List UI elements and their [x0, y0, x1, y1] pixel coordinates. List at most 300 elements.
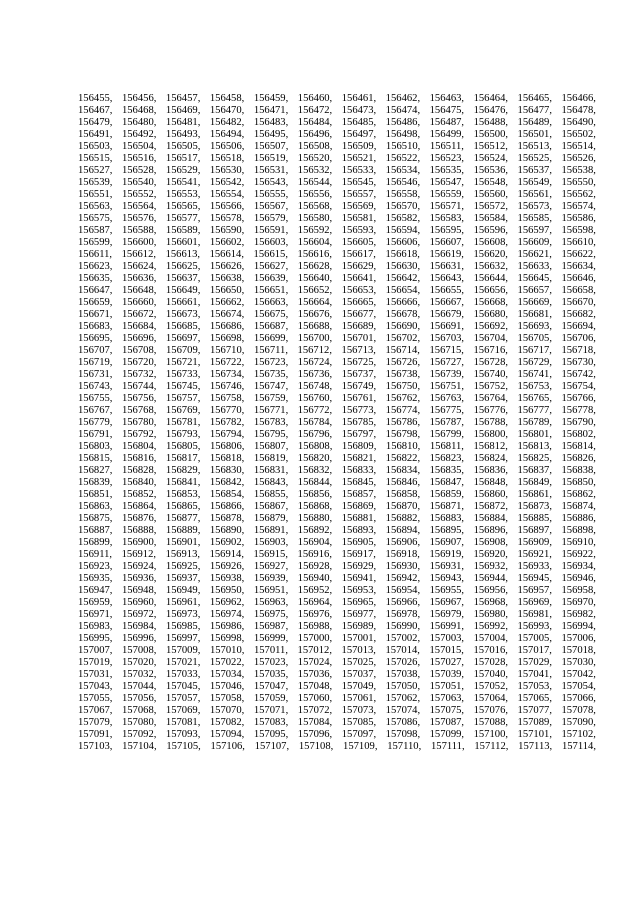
- number-entry: 156851,: [78, 489, 113, 500]
- number-entry: 156647,: [78, 285, 113, 296]
- number-entry: 156519,: [253, 153, 289, 164]
- number-entry: 156780,: [121, 417, 157, 428]
- number-entry: 156737,: [341, 369, 377, 380]
- number-entry: 156569,: [341, 201, 377, 212]
- number-entry: 156635,: [78, 273, 113, 284]
- number-entry: 157103,: [78, 741, 113, 752]
- number-entry: 156538,: [561, 165, 596, 176]
- number-line: [78, 309, 596, 321]
- number-entry: 156760,: [297, 393, 333, 404]
- number-entry: 156667,: [429, 297, 465, 308]
- number-entry: 156897,: [517, 525, 552, 536]
- number-entry: 156726,: [385, 357, 421, 368]
- number-entry: 156854,: [209, 489, 245, 500]
- number-entry: 156799,: [429, 429, 465, 440]
- number-entry: 156687,: [253, 321, 289, 332]
- number-entry: 156707,: [78, 345, 113, 356]
- number-entry: 157058,: [209, 693, 245, 704]
- number-entry: 157003,: [429, 633, 465, 644]
- number-line: [78, 705, 596, 717]
- number-entry: 156790,: [561, 417, 596, 428]
- number-line: [78, 405, 596, 417]
- number-entry: 156814,: [561, 441, 596, 452]
- number-entry: 157057,: [165, 693, 201, 704]
- number-entry: 156686,: [209, 321, 245, 332]
- number-entry: 156968,: [473, 597, 509, 608]
- number-entry: 156841,: [165, 477, 201, 488]
- number-entry: 156568,: [297, 201, 333, 212]
- number-entry: 156455,: [78, 93, 113, 104]
- number-entry: 156957,: [517, 585, 552, 596]
- number-entry: 156465,: [517, 93, 552, 104]
- number-entry: 156974,: [209, 609, 245, 620]
- number-entry: 156921,: [517, 549, 552, 560]
- number-line: [78, 213, 596, 225]
- number-entry: 156597,: [517, 225, 552, 236]
- number-entry: 156883,: [429, 513, 465, 524]
- number-entry: 156689,: [341, 321, 377, 332]
- number-entry: 156922,: [561, 549, 596, 560]
- number-entry: 156615,: [253, 249, 288, 260]
- number-entry: 156879,: [253, 513, 289, 524]
- number-entry: 157049,: [341, 681, 377, 692]
- number-entry: 156820,: [297, 453, 333, 464]
- number-entry: 156545,: [341, 177, 377, 188]
- number-entry: 156498,: [385, 129, 421, 140]
- number-entry: 156481,: [165, 117, 201, 128]
- number-entry: 156694,: [561, 321, 596, 332]
- number-entry: 156939,: [253, 573, 289, 584]
- number-entry: 156601,: [165, 237, 201, 248]
- number-line: [78, 129, 596, 141]
- number-entry: 156979,: [429, 609, 465, 620]
- number-entry: 156622,: [561, 249, 596, 260]
- number-entry: 156950,: [209, 585, 245, 596]
- number-entry: 157028,: [473, 657, 509, 668]
- number-entry: 156564,: [121, 201, 157, 212]
- number-entry: 156522,: [385, 153, 421, 164]
- number-entry: 156585,: [517, 213, 552, 224]
- number-entry: 156578,: [209, 213, 245, 224]
- number-entry: 156914,: [209, 549, 244, 560]
- number-entry: 156881,: [341, 513, 377, 524]
- number-entry: 157101,: [517, 729, 552, 740]
- number-entry: 156935,: [78, 573, 113, 584]
- number-entry: 156918,: [385, 549, 420, 560]
- number-entry: 157111,: [430, 741, 465, 752]
- number-entry: 156642,: [385, 273, 421, 284]
- number-entry: 156744,: [121, 381, 157, 392]
- number-entry: 157113,: [518, 741, 553, 752]
- number-entry: 156658,: [561, 285, 596, 296]
- number-entry: 156600,: [121, 237, 157, 248]
- number-entry: 156651,: [253, 285, 289, 296]
- number-entry: 156955,: [429, 585, 465, 596]
- number-entry: 157011,: [253, 645, 288, 656]
- number-entry: 156505,: [165, 141, 201, 152]
- number-entry: 156927,: [253, 561, 289, 572]
- number-entry: 156475,: [429, 105, 465, 116]
- number-entry: 157055,: [78, 693, 113, 704]
- number-line: [78, 729, 596, 741]
- number-entry: 156579,: [253, 213, 289, 224]
- number-entry: 156962,: [209, 597, 245, 608]
- number-entry: 156837,: [517, 465, 552, 476]
- number-entry: 156526,: [561, 153, 596, 164]
- number-entry: 156865,: [165, 501, 201, 512]
- number-entry: 157061,: [341, 693, 377, 704]
- number-entry: 156632,: [473, 261, 509, 272]
- number-entry: 156772,: [297, 405, 333, 416]
- number-entry: 156523,: [429, 153, 465, 164]
- number-entry: 156537,: [517, 165, 552, 176]
- number-line: [78, 537, 596, 549]
- number-line: [78, 693, 596, 705]
- number-entry: 156807,: [253, 441, 289, 452]
- number-entry: 156852,: [121, 489, 157, 500]
- number-entry: 156731,: [78, 369, 113, 380]
- number-entry: 156810,: [385, 441, 421, 452]
- number-entry: 156901,: [165, 537, 201, 548]
- number-entry: 156696,: [121, 333, 157, 344]
- number-entry: 157082,: [209, 717, 245, 728]
- number-entry: 156563,: [78, 201, 113, 212]
- number-entry: 156676,: [297, 309, 333, 320]
- number-entry: 156599,: [78, 237, 113, 248]
- number-entry: 156778,: [561, 405, 596, 416]
- number-entry: 156740,: [473, 369, 509, 380]
- number-entry: 156926,: [209, 561, 245, 572]
- number-entry: 156996,: [121, 633, 157, 644]
- number-entry: 156589,: [165, 225, 201, 236]
- number-entry: 156704,: [473, 333, 509, 344]
- number-entry: 156947,: [78, 585, 113, 596]
- number-entry: 157010,: [209, 645, 245, 656]
- number-entry: 157052,: [473, 681, 509, 692]
- number-entry: 156840,: [121, 477, 157, 488]
- number-entry: 156983,: [78, 621, 113, 632]
- number-entry: 156800,: [473, 429, 509, 440]
- number-entry: 156738,: [385, 369, 421, 380]
- number-entry: 156604,: [297, 237, 333, 248]
- number-entry: 156581,: [341, 213, 377, 224]
- number-entry: 156978,: [385, 609, 421, 620]
- number-entry: 156574,: [561, 201, 596, 212]
- number-entry: 157026,: [385, 657, 421, 668]
- number-entry: 156789,: [517, 417, 552, 428]
- number-entry: 156754,: [561, 381, 596, 392]
- number-entry: 157043,: [78, 681, 113, 692]
- number-entry: 156524,: [473, 153, 509, 164]
- number-entry: 156728,: [473, 357, 509, 368]
- number-entry: 157064,: [473, 693, 509, 704]
- number-entry: 156776,: [473, 405, 509, 416]
- number-entry: 156765,: [517, 393, 552, 404]
- number-entry: 156634,: [561, 261, 596, 272]
- number-entry: 156958,: [561, 585, 596, 596]
- number-entry: 156919,: [429, 549, 464, 560]
- number-entry: 156839,: [78, 477, 113, 488]
- number-entry: 156984,: [121, 621, 157, 632]
- number-entry: 157039,: [429, 669, 465, 680]
- number-entry: 157027,: [429, 657, 465, 668]
- number-entry: 156511,: [429, 141, 464, 152]
- number-entry: 156532,: [297, 165, 333, 176]
- number-entry: 156791,: [78, 429, 113, 440]
- number-entry: 156823,: [429, 453, 465, 464]
- number-entry: 156509,: [341, 141, 377, 152]
- number-line: [78, 489, 596, 501]
- number-entry: 156748,: [297, 381, 333, 392]
- number-entry: 156625,: [165, 261, 201, 272]
- number-entry: 156855,: [253, 489, 289, 500]
- number-entry: 156555,: [253, 189, 289, 200]
- number-entry: 156560,: [473, 189, 509, 200]
- number-entry: 157066,: [561, 693, 596, 704]
- number-entry: 157100,: [473, 729, 509, 740]
- number-entry: 156969,: [517, 597, 552, 608]
- number-entry: 157056,: [121, 693, 157, 704]
- number-entry: 156779,: [78, 417, 113, 428]
- number-entry: 156655,: [429, 285, 465, 296]
- number-line: [78, 681, 596, 693]
- number-entry: 156785,: [341, 417, 377, 428]
- number-line: [78, 393, 596, 405]
- number-entry: 157080,: [121, 717, 157, 728]
- number-entry: 156473,: [341, 105, 377, 116]
- number-entry: 156659,: [78, 297, 113, 308]
- number-entry: 156630,: [385, 261, 421, 272]
- number-entry: 156566,: [209, 201, 245, 212]
- number-entry: 157008,: [121, 645, 157, 656]
- number-entry: 156596,: [473, 225, 509, 236]
- number-entry: 156730,: [561, 357, 596, 368]
- number-entry: 156703,: [429, 333, 465, 344]
- number-entry: 156668,: [473, 297, 509, 308]
- number-entry: 156843,: [253, 477, 289, 488]
- number-entry: 157029,: [517, 657, 552, 668]
- number-entry: 156858,: [385, 489, 421, 500]
- number-entry: 156977,: [341, 609, 377, 620]
- number-entry: 156943,: [429, 573, 465, 584]
- number-entry: 156652,: [297, 285, 333, 296]
- number-entry: 156925,: [165, 561, 201, 572]
- number-entry: 157068,: [121, 705, 157, 716]
- number-entry: 156970,: [561, 597, 596, 608]
- number-entry: 157063,: [429, 693, 465, 704]
- number-entry: 156959,: [78, 597, 113, 608]
- number-entry: 157076,: [473, 705, 509, 716]
- number-entry: 156715,: [429, 345, 464, 356]
- number-entry: 157095,: [253, 729, 289, 740]
- number-entry: 156783,: [253, 417, 289, 428]
- number-entry: 156882,: [385, 513, 421, 524]
- number-entry: 156606,: [385, 237, 421, 248]
- number-entry: 157069,: [165, 705, 201, 716]
- number-entry: 156818,: [209, 453, 245, 464]
- number-entry: 156507,: [253, 141, 289, 152]
- number-entry: 156951,: [253, 585, 289, 596]
- number-line: [78, 621, 596, 633]
- number-entry: 157037,: [341, 669, 377, 680]
- number-entry: 156967,: [429, 597, 465, 608]
- number-entry: 156470,: [209, 105, 245, 116]
- number-entry: 156732,: [121, 369, 157, 380]
- number-entry: 156804,: [121, 441, 157, 452]
- number-entry: 156861,: [517, 489, 552, 500]
- number-entry: 156825,: [517, 453, 552, 464]
- number-entry: 156611,: [78, 249, 113, 260]
- number-entry: 156847,: [429, 477, 465, 488]
- number-entry: 156457,: [165, 93, 201, 104]
- number-entry: 156846,: [385, 477, 421, 488]
- number-entry: 156952,: [297, 585, 333, 596]
- number-entry: 157035,: [253, 669, 289, 680]
- number-entry: 156549,: [517, 177, 552, 188]
- number-entry: 156494,: [209, 129, 245, 140]
- number-entry: 156544,: [297, 177, 333, 188]
- number-entry: 156822,: [385, 453, 421, 464]
- number-entry: 156533,: [341, 165, 377, 176]
- number-entry: 156994,: [561, 621, 596, 632]
- number-entry: 156808,: [297, 441, 333, 452]
- number-entry: 156853,: [165, 489, 201, 500]
- number-entry: 156993,: [517, 621, 552, 632]
- number-entry: 156850,: [561, 477, 596, 488]
- number-entry: 156610,: [561, 237, 596, 248]
- number-entry: 156461,: [341, 93, 377, 104]
- number-entry: 156624,: [121, 261, 157, 272]
- number-entry: 156525,: [517, 153, 552, 164]
- number-entry: 156471,: [253, 105, 289, 116]
- number-entry: 157015,: [429, 645, 464, 656]
- number-entry: 157004,: [473, 633, 509, 644]
- number-line: [78, 201, 596, 213]
- number-entry: 156594,: [385, 225, 421, 236]
- number-entry: 157019,: [78, 657, 113, 668]
- number-entry: 156458,: [209, 93, 245, 104]
- number-entry: 156559,: [429, 189, 465, 200]
- number-entry: 156819,: [253, 453, 289, 464]
- number-entry: 156767,: [78, 405, 113, 416]
- number-line: [78, 477, 596, 489]
- number-entry: 156482,: [209, 117, 245, 128]
- number-entry: 156669,: [517, 297, 552, 308]
- number-entry: 156688,: [297, 321, 333, 332]
- number-entry: 156608,: [473, 237, 509, 248]
- number-entry: 156467,: [78, 105, 113, 116]
- number-entry: 156657,: [517, 285, 552, 296]
- number-entry: 156684,: [121, 321, 157, 332]
- number-entry: 156504,: [121, 141, 157, 152]
- number-entry: 156842,: [209, 477, 245, 488]
- number-entry: 156530,: [209, 165, 245, 176]
- number-entry: 156661,: [165, 297, 201, 308]
- number-entry: 156709,: [165, 345, 201, 356]
- number-entry: 157022,: [209, 657, 245, 668]
- number-entry: 156771,: [253, 405, 289, 416]
- number-entry: 156590,: [209, 225, 245, 236]
- number-entry: 156884,: [473, 513, 509, 524]
- number-entry: 156582,: [385, 213, 421, 224]
- number-entry: 156886,: [561, 513, 596, 524]
- number-entry: 157016,: [473, 645, 508, 656]
- number-entry: 156521,: [341, 153, 377, 164]
- number-entry: 156885,: [517, 513, 552, 524]
- number-entry: 156900,: [121, 537, 157, 548]
- number-entry: 156702,: [385, 333, 421, 344]
- number-entry: 156762,: [385, 393, 421, 404]
- number-entry: 156924,: [121, 561, 157, 572]
- number-entry: 157112,: [474, 741, 509, 752]
- number-entry: 156891,: [253, 525, 289, 536]
- number-entry: 156946,: [561, 573, 596, 584]
- number-entry: 157034,: [209, 669, 245, 680]
- number-entry: 157062,: [385, 693, 421, 704]
- number-entry: 157084,: [297, 717, 333, 728]
- number-entry: 156781,: [165, 417, 201, 428]
- number-entry: 157081,: [165, 717, 201, 728]
- number-entry: 157024,: [297, 657, 333, 668]
- number-entry: 156716,: [473, 345, 508, 356]
- number-entry: 156873,: [517, 501, 552, 512]
- number-entry: 156966,: [385, 597, 421, 608]
- number-entry: 157090,: [561, 717, 596, 728]
- number-entry: 156899,: [78, 537, 113, 548]
- number-entry: 156821,: [341, 453, 377, 464]
- number-entry: 156860,: [473, 489, 509, 500]
- number-entry: 156975,: [253, 609, 289, 620]
- number-entry: 156548,: [473, 177, 509, 188]
- number-line: [78, 525, 596, 537]
- number-entry: 156554,: [209, 189, 245, 200]
- number-line: [78, 465, 596, 477]
- number-entry: 157006,: [561, 633, 596, 644]
- number-entry: 157107,: [254, 741, 290, 752]
- number-entry: 156999,: [253, 633, 289, 644]
- number-entry: 157077,: [517, 705, 552, 716]
- number-line: [78, 165, 596, 177]
- number-entry: 156948,: [121, 585, 157, 596]
- number-line: [78, 189, 596, 201]
- number-entry: 156763,: [429, 393, 465, 404]
- number-entry: 156681,: [517, 309, 552, 320]
- number-entry: 156934,: [561, 561, 596, 572]
- number-line: [78, 177, 596, 189]
- number-entry: 156685,: [165, 321, 201, 332]
- number-entry: 156514,: [561, 141, 596, 152]
- number-entry: 156683,: [78, 321, 113, 332]
- number-entry: 157074,: [385, 705, 421, 716]
- number-line: [78, 429, 596, 441]
- number-entry: 156991,: [429, 621, 465, 632]
- number-entry: 156588,: [121, 225, 157, 236]
- number-entry: 156607,: [429, 237, 465, 248]
- number-entry: 157051,: [429, 681, 465, 692]
- number-entry: 156620,: [473, 249, 508, 260]
- number-entry: 157110,: [387, 741, 422, 752]
- number-entry: 156674,: [209, 309, 245, 320]
- number-entry: 156848,: [473, 477, 509, 488]
- number-entry: 156491,: [78, 129, 113, 140]
- number-entry: 156862,: [561, 489, 596, 500]
- number-entry: 156759,: [253, 393, 289, 404]
- number-entry: 156866,: [209, 501, 245, 512]
- number-entry: 157059,: [253, 693, 289, 704]
- number-entry: 156561,: [517, 189, 552, 200]
- number-entry: 156650,: [209, 285, 245, 296]
- number-line: [78, 297, 596, 309]
